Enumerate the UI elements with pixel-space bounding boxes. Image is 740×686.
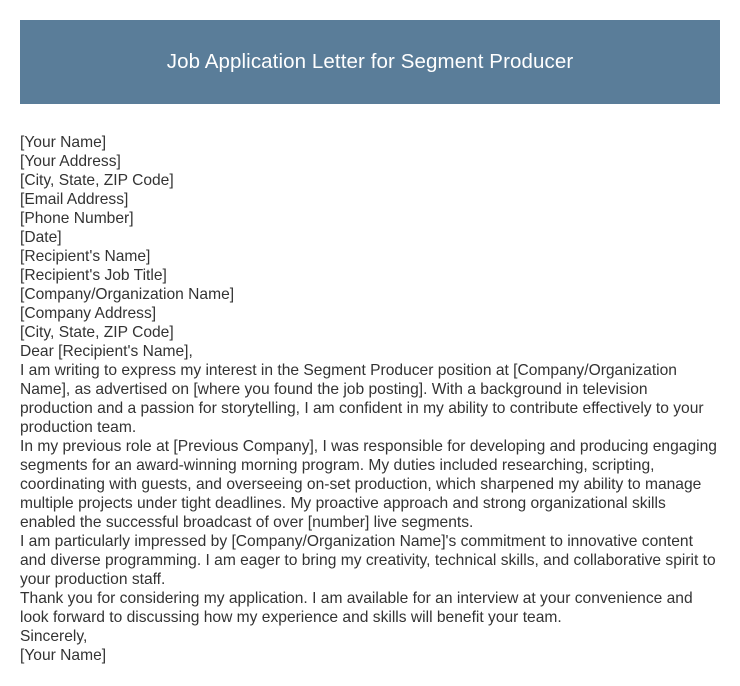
sender-phone: [Phone Number] xyxy=(20,210,134,227)
recipient-name: [Recipient's Name] xyxy=(20,248,151,265)
recipient-job-title: [Recipient's Job Title] xyxy=(20,267,167,284)
recipient-address: [Company Address] xyxy=(20,305,157,322)
salutation: Dear [Recipient's Name], xyxy=(20,343,193,360)
body-paragraph: I am particularly impressed by [Company/Organization Name]'s commitment to innovative content and diverse programming. I am eager to bring my creativity, technical skills, and collaborative spirit to your production staff. xyxy=(20,533,716,588)
closing: Sincerely, xyxy=(20,628,88,645)
letter-date: [Date] xyxy=(20,229,62,246)
sender-email: [Email Address] xyxy=(20,191,129,208)
page-title: Job Application Letter for Segment Producer xyxy=(166,50,574,73)
body-paragraph: Thank you for considering my application. I am available for an interview at your convenience and look forward to discussing how my experience and skills will benefit your team. xyxy=(20,590,693,626)
body-paragraph: I am writing to express my interest in the Segment Producer position at [Company/Organization Name], as advertised on [where you found the job posting]. With a background in television production and a passion for storytelling, I am confident in my ability to contribute effectively to your production team. xyxy=(20,362,704,436)
body-paragraph: In my previous role at [Previous Company], I was responsible for developing and producing engaging segments for an award-winning morning program. My duties included researching, scripting, coordinating with guests, and overseeing on-set production, which sharpened my ability to manage multiple projects under tight deadlines. My proactive approach and strong organizational skills enabled the successful broadcast of over [number] live segments. xyxy=(20,438,717,531)
sender-city-state-zip: [City, State, ZIP Code] xyxy=(20,172,174,189)
letter-body xyxy=(20,133,720,665)
title-banner xyxy=(20,20,720,104)
sender-address: [Your Address] xyxy=(20,153,121,170)
sender-name: [Your Name] xyxy=(20,134,107,151)
signature: [Your Name] xyxy=(20,647,107,664)
recipient-city-state-zip: [City, State, ZIP Code] xyxy=(20,324,174,341)
recipient-company: [Company/Organization Name] xyxy=(20,286,235,303)
